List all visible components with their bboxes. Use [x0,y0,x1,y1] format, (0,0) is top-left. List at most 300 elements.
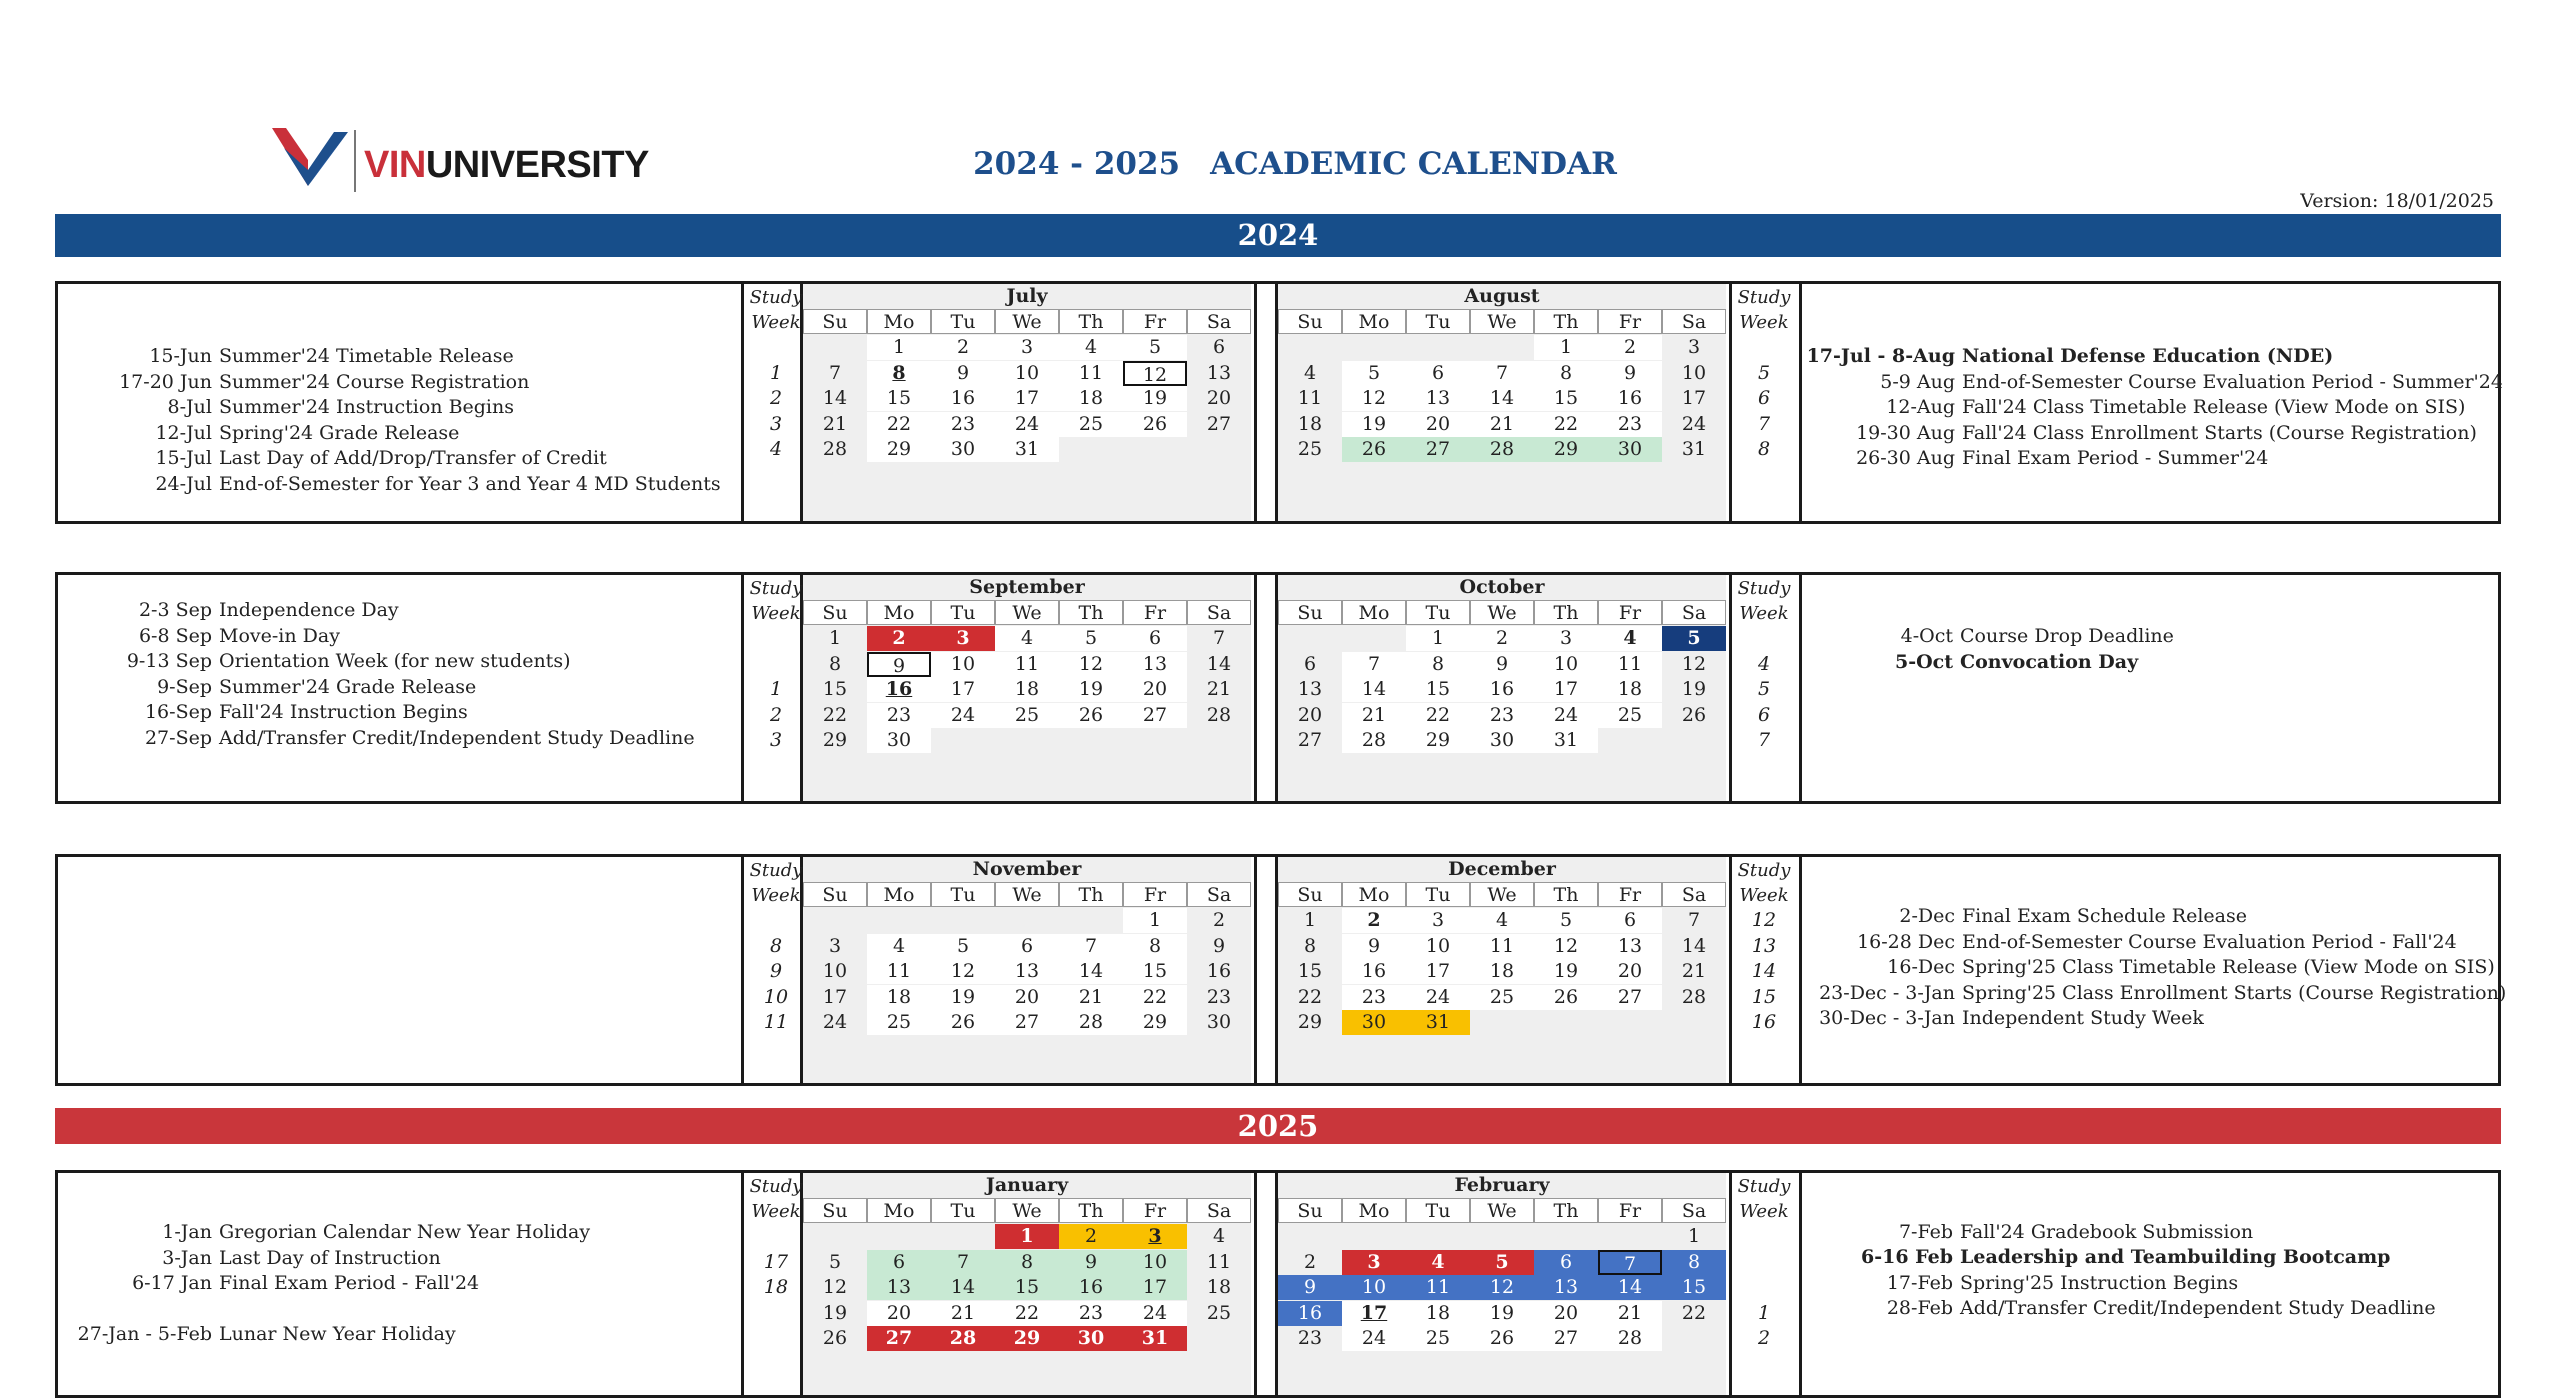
day-cell: 27 [1406,437,1470,462]
event-date: 17-20 Jun [119,370,212,393]
month-august [1278,284,1726,521]
day-cell: 17 [931,677,995,702]
day-cell: 26 [1123,412,1187,437]
day-header: Sa [1187,882,1251,907]
day-cell: 25 [1406,1326,1470,1351]
day-cell: 6 [995,934,1059,959]
day-cell: 10 [1123,1250,1187,1275]
event-date: 17-Feb [1886,1271,1953,1294]
event-row [60,726,695,752]
month-july [803,284,1251,521]
day-header: Mo [1342,1198,1406,1223]
event-date: 28-Feb [1886,1297,1953,1319]
event-text: End-of-Semester Course Evaluation Period - Fall'24 [1962,930,2457,953]
day-cell: 15 [1406,677,1470,702]
day-cell: 23 [1598,412,1662,437]
event-date: 27-Sep [144,726,212,749]
day-cell: 5 [1662,626,1726,651]
event-row [1803,955,2495,981]
day-cell: 7 [1059,934,1123,959]
day-header: Fr [1123,309,1187,334]
day-cell: 5 [1342,361,1406,386]
event-date: 2-Dec [1899,905,1955,927]
day-cell: 25 [995,703,1059,728]
day-cell: 16 [1598,386,1662,411]
day-cell: 28 [803,437,867,462]
day-cell: 17 [1342,1301,1406,1326]
day-cell: 27 [995,1010,1059,1035]
day-cell: 30 [1598,437,1662,462]
study-week-number: 1 [769,678,783,700]
day-cell: 25 [1598,703,1662,728]
day-header: We [1470,1198,1534,1223]
day-cell: 10 [931,652,995,677]
day-cell: 12 [1342,386,1406,411]
day-cell: 13 [1123,652,1187,677]
day-header: Fr [1123,882,1187,907]
day-cell [803,335,867,360]
event-text: Summer'24 Course Registration [219,370,530,393]
day-cell: 20 [867,1301,931,1326]
event-text: Last Day of Instruction [219,1246,441,1269]
day-cell [803,1224,867,1249]
event-row [60,395,514,421]
event-text: Orientation Week (for new students) [219,650,571,672]
day-cell: 21 [1470,412,1534,437]
day-cell: 15 [803,677,867,702]
day-cell: 11 [1187,1250,1251,1275]
day-cell: 4 [1187,1224,1251,1249]
day-cell: 30 [1187,1010,1251,1035]
day-cell [931,908,995,933]
study-week-number: 2 [1757,1327,1771,1349]
event-row [60,370,529,396]
day-cell: 6 [1598,908,1662,933]
study-week-number: 3 [769,412,783,435]
event-date: 15-Jun [149,345,212,367]
study-week-header: Study Week [1737,860,1791,906]
day-cell: 9 [931,361,995,386]
study-week-header: Study Week [1737,287,1791,333]
day-cell: 17 [1662,386,1726,411]
day-header: Su [803,600,867,625]
day-cell: 24 [1534,703,1598,728]
day-cell: 1 [995,1224,1059,1249]
day-cell: 20 [1187,386,1251,411]
day-cell: 2 [1470,626,1534,651]
day-cell [1662,1010,1726,1035]
day-header: Th [1534,882,1598,907]
day-cell: 31 [1534,728,1598,753]
day-cell: 8 [1123,934,1187,959]
day-cell: 26 [803,1326,867,1351]
day-cell: 13 [1406,386,1470,411]
day-header: Su [803,309,867,334]
day-cell: 14 [1470,386,1534,411]
day-header: We [995,1198,1059,1223]
event-date: 16-28 Dec [1857,930,1955,953]
day-cell: 18 [1278,412,1342,437]
study-week-number: 4 [1757,652,1771,675]
event-date: 8-Jul [167,396,212,418]
event-text: Convocation Day [1960,650,2139,673]
day-header: Fr [1123,600,1187,625]
event-row [60,421,459,447]
event-text: Fall'24 Gradebook Submission [1960,1220,2254,1243]
event-date: 12-Jul [155,421,212,444]
day-cell: 19 [1470,1301,1534,1326]
day-cell: 26 [1059,703,1123,728]
event-date: 6-16 Feb [1861,1246,1953,1268]
event-date: 26-30 Aug [1856,447,1955,469]
day-cell: 1 [1123,908,1187,933]
day-cell: 13 [1187,361,1251,386]
day-cell: 18 [867,985,931,1010]
study-week-number: 11 [763,1011,789,1033]
day-header: Th [1534,309,1598,334]
day-cell: 15 [995,1275,1059,1300]
study-week-number: 8 [1757,438,1771,460]
day-cell [1470,1010,1534,1035]
event-row [1803,1271,2238,1297]
day-header: Mo [1342,882,1406,907]
event-row [1803,446,2268,472]
day-cell: 9 [867,652,931,677]
day-cell: 1 [1662,1224,1726,1249]
event-row [1803,395,2465,421]
day-cell: 3 [931,626,995,651]
day-cell: 27 [867,1326,931,1351]
day-cell [995,728,1059,753]
day-cell: 14 [1662,934,1726,959]
day-cell [1187,437,1251,462]
day-header: Mo [867,1198,931,1223]
month-title: September [969,576,1085,598]
day-header: Mo [867,882,931,907]
day-cell: 27 [1278,728,1342,753]
day-header: Mo [867,600,931,625]
study-week-number: 1 [1757,1301,1771,1324]
event-date: 2-3 Sep [138,599,212,621]
day-cell: 26 [1662,703,1726,728]
day-cell: 11 [1059,361,1123,386]
day-cell: 15 [1662,1275,1726,1300]
day-header: Th [1059,600,1123,625]
day-cell [1662,728,1726,753]
day-cell: 3 [1342,1250,1406,1275]
day-cell: 29 [1406,728,1470,753]
event-row [1803,1220,2253,1246]
day-cell: 5 [1059,626,1123,651]
day-cell: 16 [1187,959,1251,984]
day-cell [1598,728,1662,753]
event-text: Gregorian Calendar New Year Holiday [219,1221,591,1243]
day-cell: 14 [1598,1275,1662,1300]
month-december [1278,857,1726,1083]
day-cell: 11 [867,959,931,984]
day-cell [1278,1224,1342,1249]
day-header: We [995,600,1059,625]
month-title: November [972,858,1082,880]
day-cell: 5 [931,934,995,959]
day-cell: 2 [1342,908,1406,933]
day-cell: 30 [931,437,995,462]
day-cell: 9 [1342,934,1406,959]
day-header: Su [803,882,867,907]
day-cell: 13 [995,959,1059,984]
day-cell: 23 [1470,703,1534,728]
day-cell: 31 [1662,437,1726,462]
day-cell: 8 [995,1250,1059,1275]
event-row [60,1271,479,1297]
day-cell: 20 [1406,412,1470,437]
event-text: Spring'25 Class Timetable Release (View Mode on SIS) [1962,956,2495,978]
study-week-number: 17 [763,1250,789,1273]
day-cell: 30 [1470,728,1534,753]
day-cell: 2 [1059,1224,1123,1249]
day-cell: 4 [995,626,1059,651]
day-cell: 22 [1123,985,1187,1010]
day-cell: 12 [1470,1275,1534,1300]
day-cell: 8 [1534,361,1598,386]
day-cell: 11 [995,652,1059,677]
event-text: Spring'24 Grade Release [219,421,460,444]
month-february [1278,1173,1726,1395]
day-cell: 3 [1406,908,1470,933]
day-cell: 26 [931,1010,995,1035]
day-cell [1059,728,1123,753]
day-cell: 16 [1342,959,1406,984]
event-row [60,700,468,726]
day-cell: 12 [1534,934,1598,959]
day-cell: 21 [1187,677,1251,702]
day-cell: 28 [1059,1010,1123,1035]
event-date: 19-30 Aug [1856,421,1955,444]
day-cell: 18 [1598,677,1662,702]
day-cell: 3 [1662,335,1726,360]
event-text: Independent Study Week [1962,1007,2204,1029]
day-cell: 29 [867,437,931,462]
day-cell [1278,626,1342,651]
day-cell: 21 [1059,985,1123,1010]
day-header: Sa [1187,309,1251,334]
day-cell: 21 [803,412,867,437]
day-cell: 22 [867,412,931,437]
day-cell: 18 [1406,1301,1470,1326]
study-week-header: Study Week [749,860,803,906]
event-text: Summer'24 Timetable Release [219,345,514,367]
event-date: 17-Jul - 8-Aug [1806,345,1955,367]
day-cell: 24 [1662,412,1726,437]
event-text: Final Exam Period - Summer'24 [1962,447,2269,469]
day-cell: 22 [1278,985,1342,1010]
day-cell: 15 [1278,959,1342,984]
day-cell: 16 [1278,1301,1342,1326]
day-cell [1123,437,1187,462]
day-cell [1059,437,1123,462]
day-cell: 16 [1059,1275,1123,1300]
day-cell: 27 [1187,412,1251,437]
day-cell: 5 [803,1250,867,1275]
day-cell: 29 [803,728,867,753]
day-cell: 24 [1123,1301,1187,1326]
day-header: Th [1534,600,1598,625]
day-cell: 22 [995,1301,1059,1326]
event-row [60,1322,456,1348]
day-cell: 13 [1534,1275,1598,1300]
day-cell: 9 [1059,1250,1123,1275]
event-text: Course Drop Deadline [1960,625,2174,647]
day-header: Tu [1406,600,1470,625]
day-cell: 14 [931,1275,995,1300]
day-header: Su [1278,882,1342,907]
day-cell: 9 [1278,1275,1342,1300]
event-date: 9-13 Sep [126,650,212,672]
day-header: Fr [1123,1198,1187,1223]
event-text: Fall'24 Class Timetable Release (View Mode on SIS) [1962,396,2466,418]
day-header: Tu [931,1198,995,1223]
month-title: December [1448,858,1556,880]
day-cell: 7 [803,361,867,386]
event-row [1803,370,2503,396]
day-header: Su [1278,309,1342,334]
event-date: 7-Feb [1898,1220,1953,1243]
event-row [1803,1245,2390,1271]
day-cell: 4 [1470,908,1534,933]
month-title: January [985,1174,1069,1196]
event-row [1803,904,2247,930]
day-header: Sa [1662,1198,1726,1223]
logo-text: VINUNIVERSITY [364,144,649,186]
day-cell: 10 [1534,652,1598,677]
day-cell: 30 [1059,1326,1123,1351]
day-cell: 22 [1662,1301,1726,1326]
day-cell: 15 [1123,959,1187,984]
day-cell: 23 [931,412,995,437]
day-cell: 20 [1534,1301,1598,1326]
study-week-number: 2 [769,387,783,409]
day-cell: 17 [1534,677,1598,702]
page-title: 2024 - 2025 ACADEMIC CALENDAR [973,146,1617,182]
day-cell: 24 [1406,985,1470,1010]
event-text: Last Day of Add/Drop/Transfer of Credit [219,447,607,469]
event-text: Fall'24 Instruction Begins [219,701,468,723]
month-september [803,575,1251,801]
day-cell: 23 [867,703,931,728]
day-cell: 9 [1598,361,1662,386]
day-cell: 19 [931,985,995,1010]
day-header: Tu [1406,309,1470,334]
day-cell: 8 [867,361,931,386]
day-header: Th [1059,309,1123,334]
day-cell: 25 [1278,437,1342,462]
event-row [60,446,607,472]
study-week-number: 10 [763,985,789,1008]
day-header: Tu [931,309,995,334]
day-cell: 7 [1187,626,1251,651]
day-cell: 24 [803,1010,867,1035]
day-cell: 4 [1406,1250,1470,1275]
day-cell [1123,728,1187,753]
day-cell: 28 [931,1326,995,1351]
day-cell: 4 [1278,361,1342,386]
study-week-number: 1 [769,361,783,384]
day-cell: 20 [1598,959,1662,984]
day-cell: 30 [1342,1010,1406,1035]
day-cell: 25 [1059,412,1123,437]
study-week-number: 2 [769,703,783,726]
day-cell: 1 [803,626,867,651]
day-cell: 8 [1278,934,1342,959]
event-date: 12-Aug [1886,396,1955,418]
study-week-number: 14 [1751,960,1777,982]
study-week-number: 7 [1757,729,1771,751]
day-cell: 23 [1342,985,1406,1010]
day-cell: 8 [803,652,867,677]
day-cell: 26 [1342,437,1406,462]
day-cell: 11 [1470,934,1534,959]
event-date: 6-8 Sep [138,624,212,647]
day-cell: 29 [1123,1010,1187,1035]
event-row [60,649,570,675]
event-date: 1-Jan [162,1221,212,1243]
month-title: August [1464,285,1540,307]
day-cell: 2 [1598,335,1662,360]
day-cell: 2 [931,335,995,360]
event-row [1803,930,2457,956]
day-cell: 21 [1662,959,1726,984]
study-week-number: 9 [769,960,783,982]
day-cell: 7 [1470,361,1534,386]
day-cell: 2 [1187,908,1251,933]
day-header: Fr [1598,882,1662,907]
event-date: 16-Dec [1887,956,1955,978]
day-header: We [1470,882,1534,907]
day-cell: 28 [1662,985,1726,1010]
day-cell: 30 [867,728,931,753]
event-text: Final Exam Schedule Release [1962,905,2247,927]
day-header: Tu [1406,1198,1470,1223]
day-cell: 19 [1123,386,1187,411]
day-cell: 22 [1406,703,1470,728]
day-cell: 19 [1662,677,1726,702]
event-date: 15-Jul [155,447,212,469]
event-row [1803,624,2174,650]
day-cell: 6 [1406,361,1470,386]
day-cell: 7 [931,1250,995,1275]
event-text: National Defense Education (NDE) [1962,345,2334,367]
day-cell [1534,1224,1598,1249]
event-row [1803,981,2506,1007]
day-cell: 3 [803,934,867,959]
day-header: Mo [1342,309,1406,334]
study-week-header: Study Week [1737,1176,1791,1222]
study-week-header: Study Week [749,287,803,333]
day-cell [867,908,931,933]
day-cell: 17 [803,985,867,1010]
day-cell: 26 [1470,1326,1534,1351]
event-text: Spring'25 Instruction Begins [1960,1271,2239,1294]
study-week-number: 6 [1757,703,1771,726]
day-cell: 18 [1187,1275,1251,1300]
day-cell: 22 [1534,412,1598,437]
day-cell: 29 [1534,437,1598,462]
day-cell: 25 [1470,985,1534,1010]
day-cell: 5 [1534,908,1598,933]
day-header: Th [1059,882,1123,907]
day-cell: 3 [1534,626,1598,651]
day-cell: 5 [1123,335,1187,360]
